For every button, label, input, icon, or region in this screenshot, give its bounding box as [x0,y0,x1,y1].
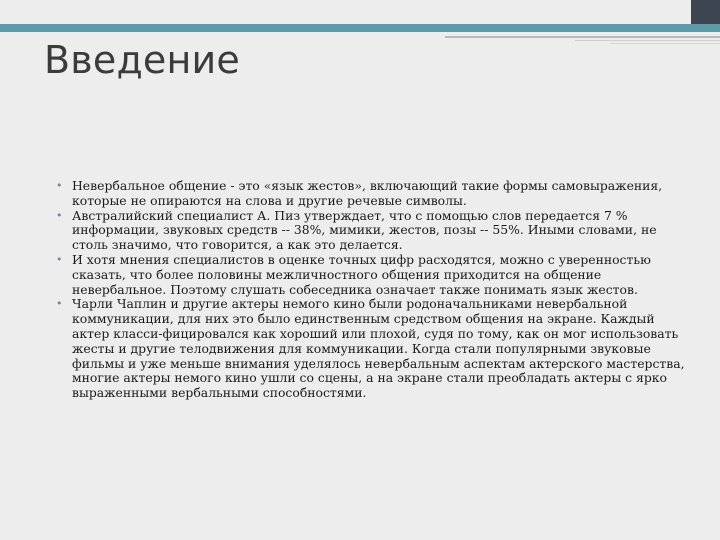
bullet-marker: • [56,252,63,266]
bullet-text: Невербальное общение - это «язык жестов», включающий такие формы самовыражения, которые не опираются на слова и другие речевые символы. [72,178,663,208]
bullet-list [56,179,686,401]
bullet-marker: • [56,297,63,311]
bullet-text: И хотя мнения специалистов в оценке точных цифр расходятся, можно с уверенностью сказать, что более половины межличностного общения приходится на общение невербальное. Поэтому слушать собеседника означает также понимать язык жестов. [72,251,651,297]
bullet-item [56,209,686,253]
bullet-marker: • [56,208,63,222]
bullet-text: Австралийский специалист А. Пиз утверждает, что с помощью слов передается 7 % информации, звуковых средств -- 38%, мимики, жестов, позы -- 55%. Иными словами, не столь значимо, что говорится, а как это делается. [72,207,657,253]
header-rule-1 [445,36,720,38]
header-rule-2 [575,40,720,41]
bullet-text: Чарли Чаплин и другие актеры немого кино были родоначальниками невербальной коммуникации, для них это было единственным средством общения на экране. Каждый актер класси-фицировался как хороший или плохой, судя по тому, как он мог использовать жесты и другие телодвижения для коммуникации. Когда стали популярными звуковые фильмы и уже меньше внимания уделялось невербальным аспектам актерского мастерства, многие актеры немого кино ушли со сцены, а на экране стали преобладать актеры с ярко выраженными вербальными способностями. [72,296,685,401]
bullet-item [56,297,686,401]
header-dark-bar [691,0,720,24]
bullet-marker: • [56,179,63,192]
header-teal-bar [0,24,720,32]
bullet-item [56,179,686,209]
slide-title: Введение [44,38,241,82]
bullet-item [56,253,686,297]
header-rule-3 [610,43,720,44]
